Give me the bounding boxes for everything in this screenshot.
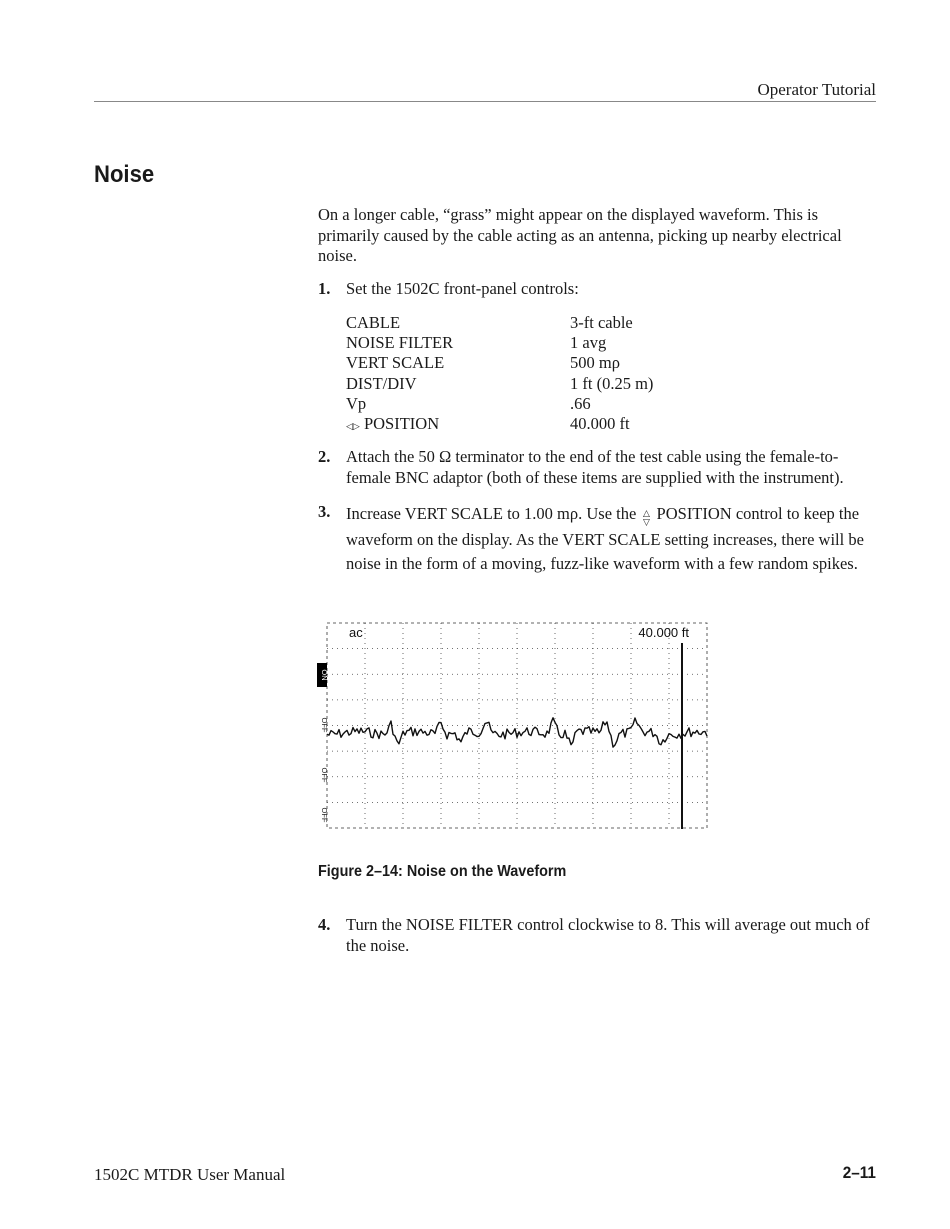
setting-key: DIST/DIV xyxy=(346,373,417,393)
step-text xyxy=(346,502,878,576)
scope-distance-readout: 40.000 ft xyxy=(638,625,689,640)
scope-display xyxy=(316,620,710,834)
setting-value: 500 mρ xyxy=(570,353,620,373)
step-text: Turn the NOISE FILTER control clockwise to 8. This will average out much of the noise. xyxy=(346,915,870,955)
step-text: Attach the 50 Ω terminator to the end of the test cable using the female-to-female BNC adaptor (both of these items are supplied with the instrument). xyxy=(346,447,844,487)
setting-key: NOISE FILTER xyxy=(346,333,454,353)
header-divider xyxy=(94,101,876,102)
setting-value: 40.000 ft xyxy=(570,413,630,433)
step-text-part: Increase VERT SCALE to 1.00 mρ. Use the xyxy=(346,504,637,523)
side-label-off: OFF xyxy=(320,767,329,783)
step-text: Set the 1502C front-panel controls: xyxy=(346,279,579,298)
graticule xyxy=(327,623,707,828)
step-3 xyxy=(318,502,878,576)
side-label-off: OFF xyxy=(320,807,329,823)
setting-key: POSITION xyxy=(363,413,440,433)
setting-value: .66 xyxy=(570,393,591,413)
vertical-position-arrows-icon: △ ▽ xyxy=(642,509,650,528)
setting-key-with-icon xyxy=(346,414,439,437)
setting-value: 1 avg xyxy=(570,333,607,353)
step-4 xyxy=(318,915,878,956)
noise-waveform xyxy=(327,718,707,747)
setting-key: Vp xyxy=(346,393,367,413)
side-label-off: OFF xyxy=(320,717,329,733)
setting-key: VERT SCALE xyxy=(346,353,445,373)
scope-mode-label: ac xyxy=(349,625,363,640)
setting-key: CABLE xyxy=(346,313,401,332)
step-number: 2. xyxy=(318,447,331,466)
intro-paragraph: On a longer cable, “grass” might appear on the displayed waveform. This is primarily caused by the cable acting as an antenna, picking up nearby electrical noise. xyxy=(318,205,842,265)
footer-page-number: 2–11 xyxy=(842,1163,876,1182)
footer-manual-title: 1502C MTDR User Manual xyxy=(94,1165,286,1184)
setting-value: 1 ft (0.25 m) xyxy=(570,373,654,393)
setting-value: 3-ft cable xyxy=(570,313,633,332)
step-1 xyxy=(318,279,878,300)
step-number: 1. xyxy=(318,279,331,298)
horizontal-position-arrows-icon: ◁▷ xyxy=(346,421,360,432)
step-number: 3. xyxy=(318,502,331,521)
step-2 xyxy=(318,447,878,488)
figure-caption: Figure 2–14: Noise on the Waveform xyxy=(318,863,567,880)
step-number: 4. xyxy=(318,915,331,934)
running-header: Operator Tutorial xyxy=(757,80,876,99)
step-text-part: POSITION control to keep the waveform on the display. As the VERT SCALE setting increases, there will be noise in the form of a moving, fuzz-like waveform with a few random spikes. xyxy=(346,504,864,573)
side-label-on: ON xyxy=(320,669,329,681)
section-title: Noise xyxy=(94,161,155,188)
